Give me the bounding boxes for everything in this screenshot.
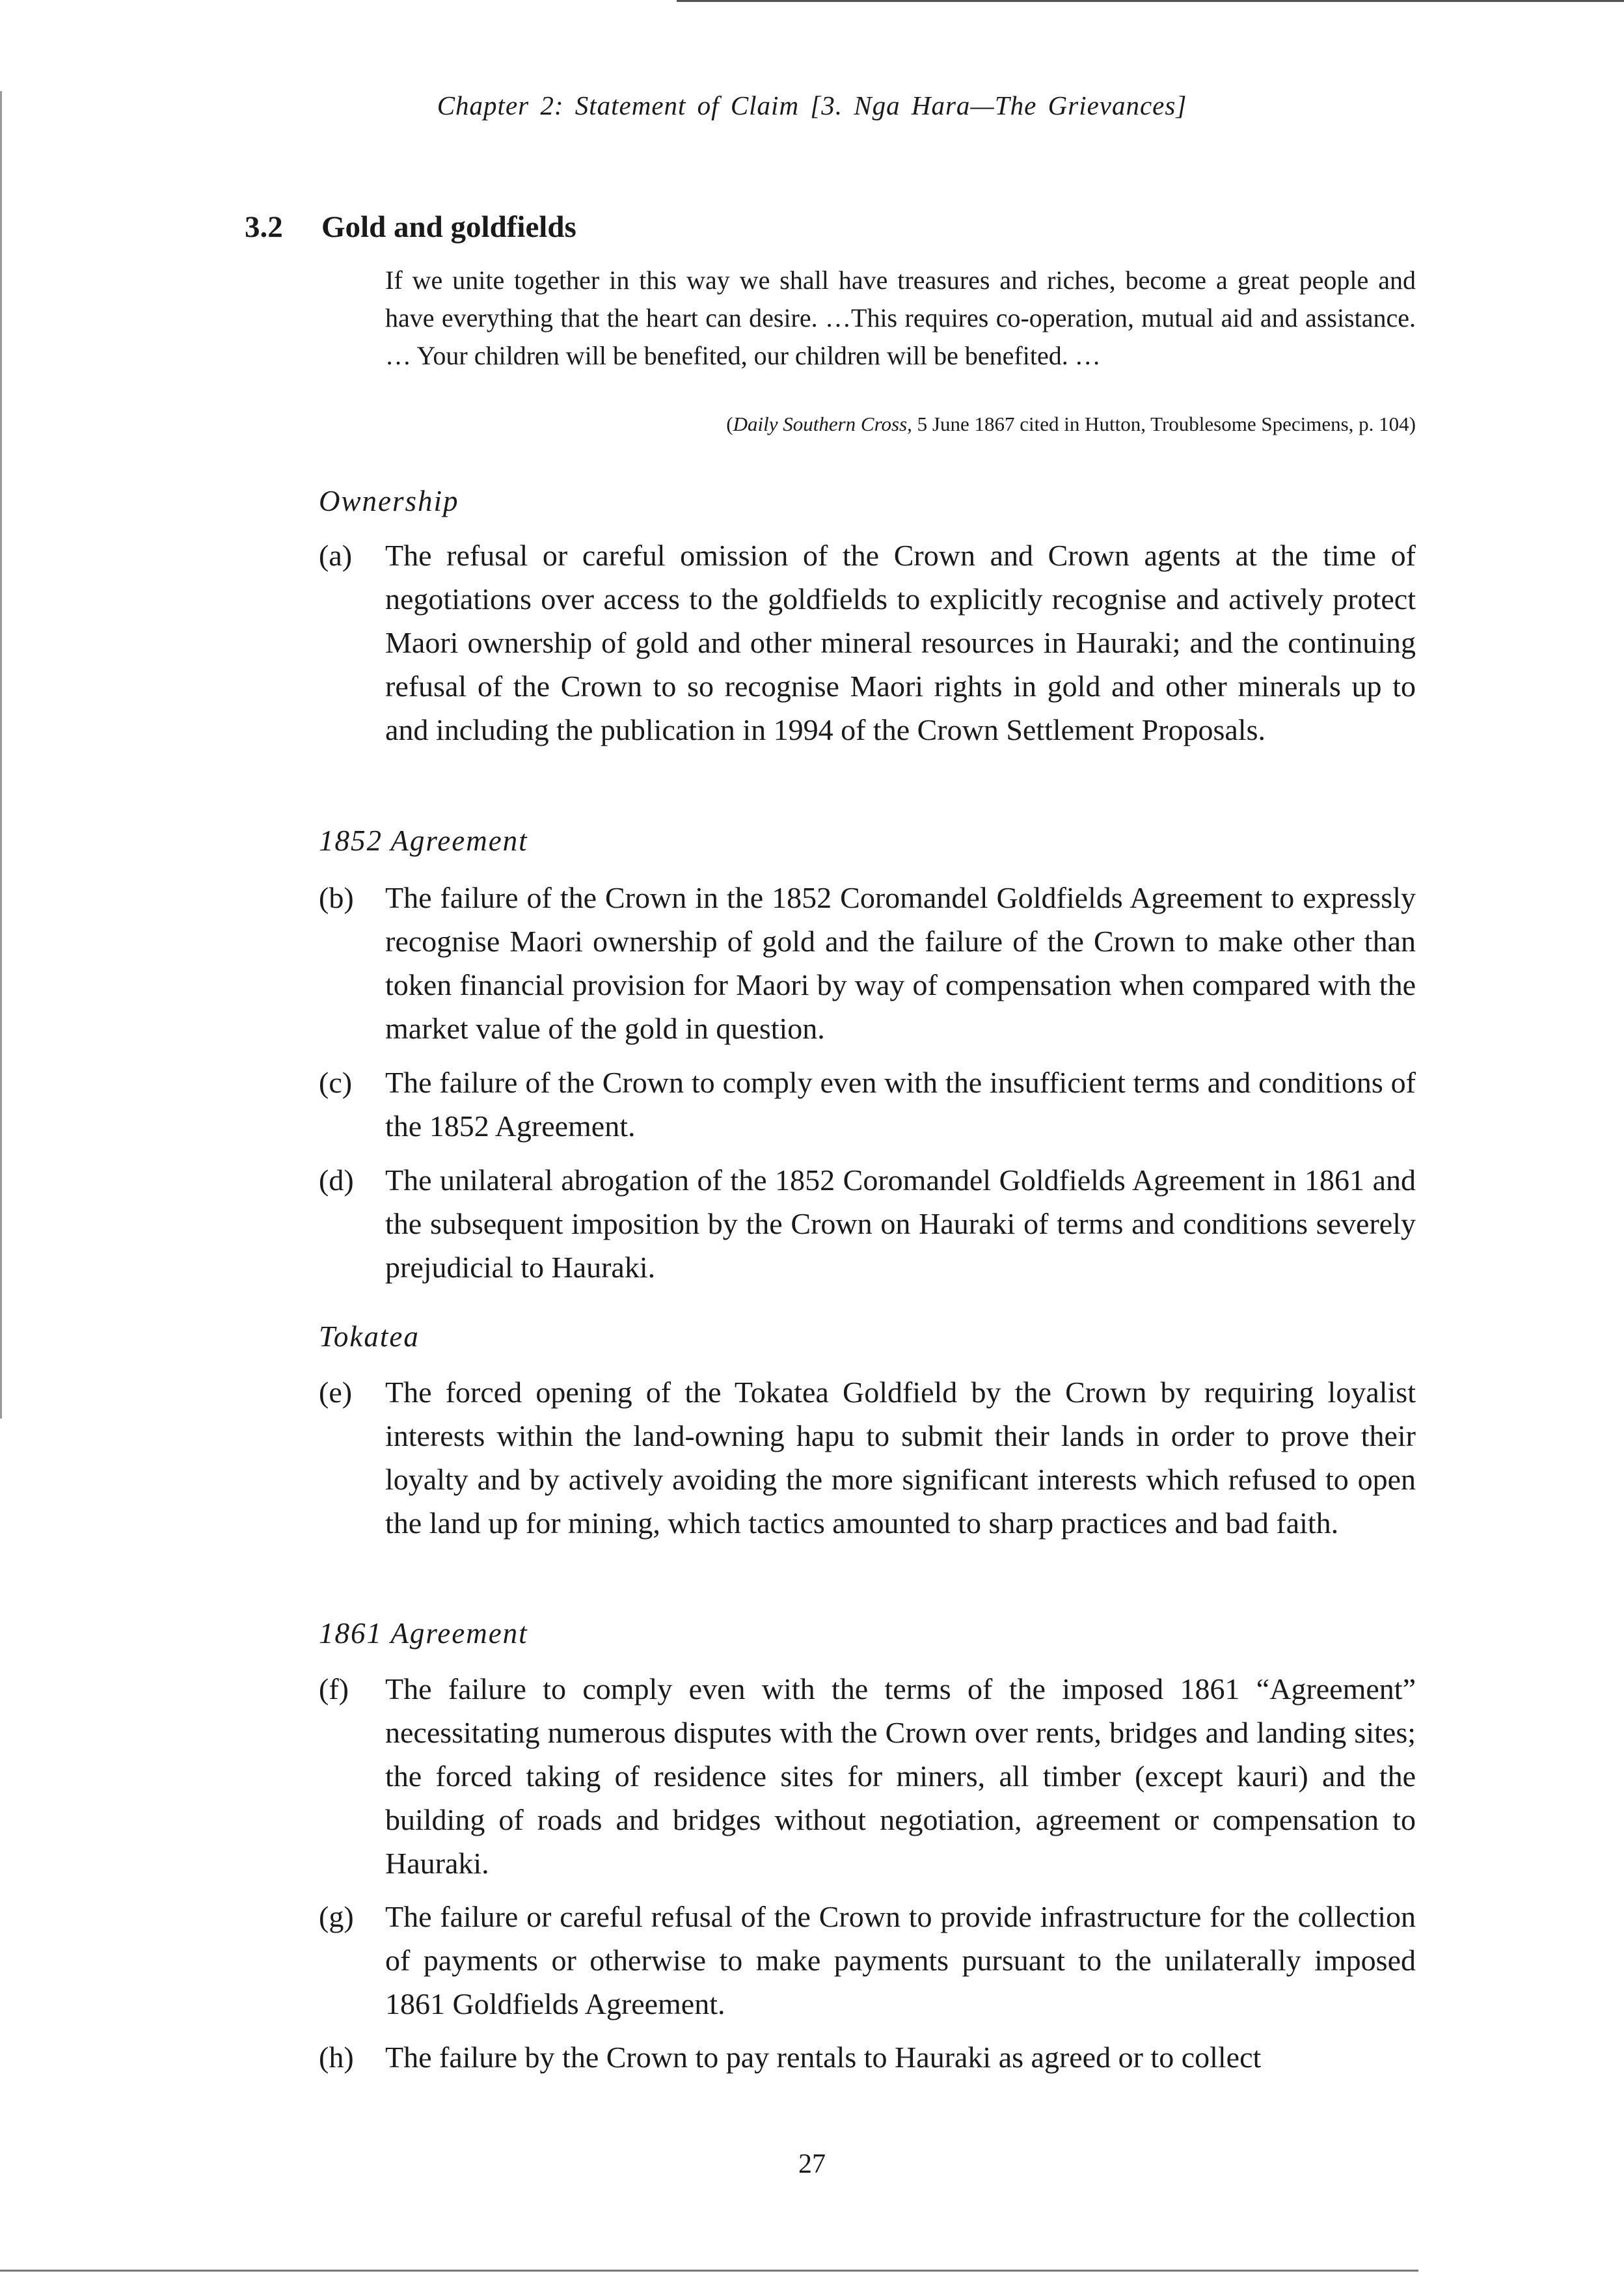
- claim-text: The forced opening of the Tokatea Goldfield by the Crown by requiring loyalist interests within the land-owning hapu to submit their lands in order to prove their loyalty and by actively avoiding the more significant interests which refused to open the land up for mining, which tactics amounted to sharp practices and bad faith.: [385, 1376, 1416, 1540]
- top-rule: [677, 0, 1624, 2]
- claim-e: [319, 1370, 1416, 1545]
- citation-source: Daily Southern Cross,: [733, 413, 912, 435]
- section-number: 3.2: [245, 210, 283, 244]
- claim-b: [319, 876, 1416, 1050]
- epigraph-citation: (Daily Southern Cross, 5 June 1867 cited in Hutton, Troublesome Specimens, p. 104): [726, 413, 1416, 435]
- subheading-tokatea: Tokatea: [319, 1320, 420, 1353]
- claim-text: The unilateral abrogation of the 1852 Coromandel Goldfields Agreement in 1861 and the subsequent imposition by the Crown on Hauraki of terms and conditions severely prejudicial to Hauraki.: [385, 1163, 1416, 1284]
- claim-label: (h): [319, 2041, 354, 2074]
- claim-text: The failure of the Crown to comply even with the insufficient terms and conditions of the 1852 Agreement.: [385, 1066, 1416, 1143]
- claim-label: (g): [319, 1900, 354, 1933]
- claim-label: (e): [319, 1376, 353, 1409]
- claim-text: The failure of the Crown in the 1852 Coromandel Goldfields Agreement to expressly recognise Maori ownership of gold and the failure of the Crown to make other than token financial provision for Maori by way of compensation when compared with the market value of the gold in question.: [385, 881, 1416, 1045]
- claim-label: (c): [319, 1066, 353, 1099]
- claim-text: The failure or careful refusal of the Crown to provide infrastructure for the collection of payments or otherwise to make payments pursuant to the unilaterally imposed 1861 Goldfields Agreement.: [385, 1900, 1416, 2020]
- left-margin-rule: [0, 91, 2, 1419]
- claim-f: [319, 1667, 1416, 1885]
- subheading-1861-agreement: 1861 Agreement: [319, 1617, 528, 1650]
- section-title: Gold and goldfields: [321, 210, 576, 244]
- bottom-rule: [0, 2270, 1418, 2272]
- claim-label: (f): [319, 1672, 349, 1705]
- running-head: Chapter 2: Statement of Claim [3. Nga Hara—The Grievances]: [437, 90, 1187, 120]
- claim-label: (b): [319, 881, 354, 914]
- claim-text: The refusal or careful omission of the Crown and Crown agents at the time of negotiations over access to the goldfields to explicitly recognise and actively protect Maori ownership of gold and other mineral resources in Hauraki; and the continuing refusal of the Crown to so recognise Maori rights in gold and other minerals up to and including the publication in 1994 of the Crown Settlement Proposals.: [385, 539, 1416, 746]
- subheading-ownership: Ownership: [319, 485, 459, 517]
- epigraph-quote: If we unite together in this way we shall have treasures and riches, become a great people and have everything that the heart can desire. …This requires co-operation, mutual aid and assistance. … Your children will be benefited, our children will be benefited. …: [385, 265, 1416, 370]
- subheading-1852-agreement: 1852 Agreement: [319, 824, 528, 857]
- claim-text: The failure by the Crown to pay rentals to Hauraki as agreed or to collect: [385, 2041, 1262, 2074]
- page-number: 27: [798, 2149, 826, 2179]
- claim-d: [319, 1158, 1416, 1289]
- claim-c: [319, 1061, 1416, 1148]
- claim-label: (a): [319, 539, 353, 572]
- claim-text: The failure to comply even with the terms of the imposed 1861 “Agreement” necessitating numerous disputes with the Crown over rents, bridges and landing sites; the forced taking of residence sites for miners, all timber (except kauri) and the building of roads and bridges without negotiation, agreement or compensation to Hauraki.: [385, 1672, 1416, 1880]
- claim-h: [319, 2035, 1416, 2079]
- claim-label: (d): [319, 1163, 354, 1197]
- section-heading: [245, 210, 576, 245]
- claim-a: [319, 534, 1416, 752]
- citation-rest: 5 June 1867 cited in Hutton, Troublesome Specimens, p. 104): [912, 413, 1416, 435]
- claim-g: [319, 1895, 1416, 2026]
